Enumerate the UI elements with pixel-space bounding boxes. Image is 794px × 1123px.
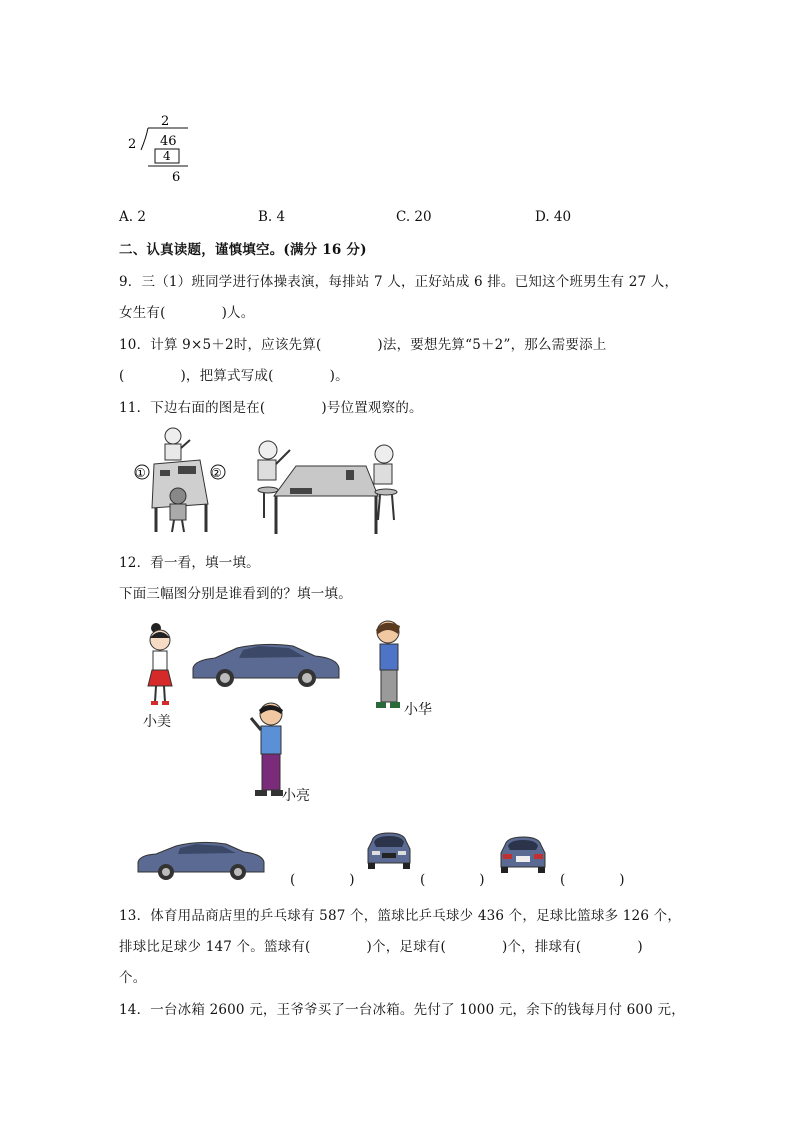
car-front-view-answer — [364, 831, 414, 871]
option-b: B. 4 — [258, 209, 286, 225]
label-xiaoliang: 小亮 — [282, 788, 310, 804]
answer-blank-1[interactable]: ( ) — [290, 872, 355, 888]
q14-line1: 14．一台冰箱 2600 元，王爷爷买了一台冰箱。先付了 1000 元，余下的钱每月付 600 元， — [119, 1002, 685, 1018]
option-c: C. 20 — [396, 209, 432, 225]
car-side-view-answer — [134, 840, 266, 880]
division-product: 4 — [163, 149, 171, 163]
q12-line1: 12．看一看，填一填。 — [119, 555, 260, 571]
q13-line2: 排球比足球少 147 个。篮球有( )个，足球有( )个，排球有( ) — [119, 939, 643, 955]
q10-line1: 10．计算 9×5＋2时，应该先算( )法，要想先算“5＋2”，那么需要添上 — [119, 337, 607, 353]
section-title: 二、认真读题，谨慎填空。(满分 16 分) — [119, 242, 367, 258]
girl-xiaomei-figure — [142, 622, 182, 712]
boy-xiaohua-figure — [368, 618, 408, 720]
answer-blank-2[interactable]: ( ) — [420, 872, 485, 888]
long-division-figure — [120, 108, 200, 188]
q11-left-figure — [130, 424, 240, 539]
q12-line2: 下面三幅图分别是谁看到的？填一填。 — [119, 586, 352, 602]
option-a: A. 2 — [119, 209, 146, 225]
q9-line2: 女生有( )人。 — [119, 305, 255, 321]
q11-position-2: ② — [211, 466, 222, 480]
q11-position-1: ① — [135, 466, 146, 480]
q11-right-figure — [254, 438, 404, 538]
division-quotient: 2 — [161, 114, 170, 129]
answer-blank-3[interactable]: ( ) — [560, 872, 625, 888]
car-rear-view-answer — [497, 835, 549, 875]
q10-line2: ( )，把算式写成( )。 — [119, 368, 349, 384]
q13-line3: 个。 — [119, 970, 147, 986]
division-dividend: 46 — [160, 134, 177, 149]
q9-line1: 9．三（1）班同学进行体操表演，每排站 7 人，正好站成 6 排。已知这个班男生有 27 人， — [119, 274, 679, 290]
division-remainder: 6 — [172, 170, 181, 185]
car-side-view-top — [189, 642, 341, 688]
q11-text: 11．下边右面的图是在( )号位置观察的。 — [119, 400, 423, 416]
label-xiaohua: 小华 — [404, 702, 432, 718]
label-xiaomei: 小美 — [143, 714, 171, 730]
option-d: D. 40 — [535, 209, 572, 225]
q13-line1: 13．体育用品商店里的乒乓球有 587 个，篮球比乒乓球少 436 个，足球比篮球多 126 个， — [119, 908, 682, 924]
division-divisor: 2 — [128, 137, 137, 152]
